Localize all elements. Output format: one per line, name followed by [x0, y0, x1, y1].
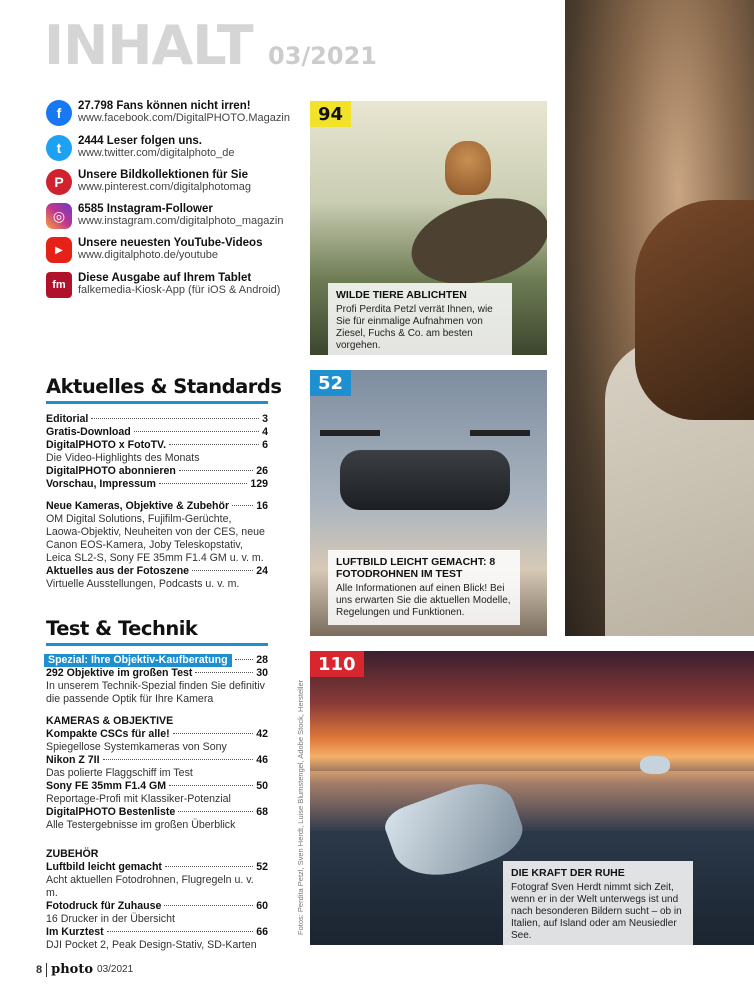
photo-credits [296, 679, 308, 935]
toc-test [46, 654, 268, 952]
entry-label: Gratis-Download [46, 426, 131, 438]
social-falkemedia[interactable] [46, 272, 296, 298]
drone-arm-left [320, 430, 380, 436]
feature-caption [328, 283, 512, 355]
page-number: 30 [256, 667, 268, 679]
page-number: 6 [262, 439, 268, 451]
water-reflection [310, 771, 754, 831]
entry-label: DigitalPHOTO x FotoTV. [46, 439, 167, 451]
social-line2[interactable]: www.digitalphoto.de/youtube [78, 249, 219, 261]
page-number: 66 [256, 926, 268, 938]
page-number: 60 [256, 900, 268, 912]
caption-text: Profi Perdita Petzl verrät Ihnen, wie Sie für einmalige Aufnahmen von Ziesel, Fuchs & Co. am besten vorgehen. [336, 304, 493, 351]
entry-label: 292 Objektive im großen Test [46, 667, 193, 679]
entry-description: Alle Testergebnisse im großen Überblick [46, 819, 236, 831]
section-heading-aktuelles: Aktuelles & Standards [46, 375, 282, 398]
page-footer [36, 962, 133, 977]
footer-divider [46, 963, 47, 977]
category-heading: KAMERAS & OBJEKTIVE [46, 715, 174, 727]
social-line1: Diese Ausgabe auf Ihrem Tablet [78, 272, 252, 284]
social-twitter[interactable] [46, 135, 296, 161]
entry-label: Aktuelles aus der Fotoszene [46, 565, 190, 577]
drone-illustration [340, 450, 510, 510]
entry-label: Fotodruck für Zuhause [46, 900, 162, 912]
issue-number: 03/2021 [268, 42, 377, 70]
entry-description: 16 Drucker in der Übersicht [46, 913, 175, 925]
entry-label: DigitalPHOTO Bestenliste [46, 806, 176, 818]
page-title: INHALT [44, 14, 253, 77]
entry-description: Das polierte Flaggschiff im Test [46, 767, 193, 779]
social-line2[interactable]: falkemedia-Kiosk-App (für iOS & Android) [78, 284, 281, 296]
entry-label: Luftbild leicht gemacht [46, 861, 162, 873]
social-line2[interactable]: www.pinterest.com/digitalphotomag [78, 181, 252, 193]
entry-label: Nikon Z 7II [46, 754, 100, 766]
page-badge: 94 [310, 101, 351, 127]
footer-issue: 03/2021 [97, 964, 134, 975]
toc-entry-bestenliste[interactable] [46, 806, 268, 819]
entry-description: Die Video-Highlights des Monats [46, 452, 200, 464]
section-heading-test: Test & Technik [46, 617, 198, 640]
drone-arm-right [470, 430, 530, 436]
toc-entry-gratis[interactable] [46, 426, 268, 439]
instagram-icon: ◎ [46, 203, 72, 229]
toc-entry-fototv[interactable] [46, 439, 268, 452]
page-badge: 110 [310, 651, 364, 677]
social-instagram[interactable] [46, 203, 296, 229]
toc-entry-sony[interactable] [46, 780, 268, 793]
entry-label: Sony FE 35mm F1.4 GM [46, 780, 167, 792]
page-number: 3 [262, 413, 268, 425]
page-number: 8 [36, 963, 43, 976]
toc-entry-spezial[interactable] [46, 654, 268, 667]
section-rule [46, 401, 268, 404]
toc-entry-fotodruck[interactable] [46, 900, 268, 913]
photo-credits-text: Fotos: Perdita Petzl, Sven Herdt, Luise Blumstengel, Adobe Stock, Hersteller [296, 679, 305, 935]
portrait-hair [635, 200, 754, 420]
category-heading: ZUBEHÖR [46, 848, 99, 860]
social-line2[interactable]: www.instagram.com/digitalphoto_magazin [78, 215, 284, 227]
toc-entry-abo[interactable] [46, 465, 268, 478]
toc-entry-neue[interactable] [46, 500, 268, 513]
entry-label: Kompakte CSCs für alle! [46, 728, 170, 740]
entry-description: Virtuelle Ausstellungen, Podcasts u. v. m. [46, 578, 240, 590]
page-badge: 52 [310, 370, 351, 396]
portrait-photo [565, 0, 754, 636]
entry-description: Acht aktuellen Fotodrohnen, Flugregeln u. v. m. [46, 874, 254, 899]
toc-entry-nikon[interactable] [46, 754, 268, 767]
page-number: 50 [256, 780, 268, 792]
feature-caption [503, 861, 693, 945]
toc-entry-objektive[interactable] [46, 667, 268, 680]
social-line2[interactable]: www.facebook.com/DigitalPHOTO.Magazin [78, 112, 290, 124]
hamster-illustration [445, 141, 491, 195]
caption-heading: WILDE TIERE ABLICHTEN [336, 289, 467, 301]
page-number: 4 [262, 426, 268, 438]
social-line1: 27.798 Fans können nicht irren! [78, 100, 251, 112]
entry-label: Vorschau, Impressum [46, 478, 156, 490]
entry-label-highlight: Spezial: Ihre Objektiv-Kaufberatung [44, 654, 232, 667]
social-line2[interactable]: www.twitter.com/digitalphoto_de [78, 147, 235, 159]
social-line1: Unsere neuesten YouTube-Videos [78, 237, 263, 249]
caption-text: Alle Informationen auf einen Blick! Bei uns erwarten Sie die aktuellen Modelle, Regelungen und Funktionen. [336, 583, 511, 618]
facebook-icon: f [46, 100, 72, 126]
social-youtube[interactable] [46, 237, 296, 263]
falkemedia-icon: fm [46, 272, 72, 298]
toc-entry-luftbild[interactable] [46, 861, 268, 874]
page-number: 16 [256, 500, 268, 512]
caption-heading: DIE KRAFT DER RUHE [511, 867, 625, 879]
toc-entry-kurztest[interactable] [46, 926, 268, 939]
entry-description: In unserem Technik-Spezial finden Sie definitiv die passende Optik für Ihre Kamera [46, 680, 265, 705]
small-ice-illustration [640, 756, 670, 774]
feature-landscape-photo[interactable] [310, 651, 754, 945]
page-number: 46 [256, 754, 268, 766]
entry-description: DJI Pocket 2, Peak Design-Stativ, SD-Karten [46, 939, 257, 951]
feature-caption [328, 550, 520, 625]
feature-drone-photo[interactable] [310, 370, 547, 636]
social-facebook[interactable] [46, 100, 296, 126]
page-number: 28 [256, 654, 268, 666]
caption-heading: LUFTBILD LEICHT GEMACHT: 8 FOTODROHNEN IM TEST [336, 556, 496, 580]
page-number: 129 [250, 478, 268, 490]
entry-label: Neue Kameras, Objektive & Zubehör [46, 500, 230, 512]
feature-wildlife-photo[interactable] [310, 101, 547, 355]
entry-description: OM Digital Solutions, Fujifilm-Gerüchte, Laowa-Objektiv, Neuheiten von der CES, neue Canon EOS-Kamera, Joby Teleskopstativ, Leica SL2-S, Sony FE 35mm F1.4 GM u. v. m. [46, 513, 265, 564]
entry-label: Im Kurztest [46, 926, 104, 938]
page-number: 42 [256, 728, 268, 740]
caption-text: Fotograf Sven Herdt nimmt sich Zeit, wenn er in der Welt unterwegs ist und nach besonderen Bildern sucht – ob in Italien, auf Island oder am Neusiedler See. [511, 882, 682, 941]
entry-label: Editorial [46, 413, 89, 425]
entry-description: Reportage-Profi mit Klassiker-Potenzial [46, 793, 231, 805]
social-pinterest[interactable] [46, 169, 296, 195]
brand-logo: photo [51, 962, 94, 977]
pinterest-icon: P [46, 169, 72, 195]
page-number: 26 [256, 465, 268, 477]
youtube-icon: ▶ [46, 237, 72, 263]
social-line1: 2444 Leser folgen uns. [78, 135, 202, 147]
page-number: 68 [256, 806, 268, 818]
page-number: 24 [256, 565, 268, 577]
toc-entry-fotoszene[interactable] [46, 565, 268, 578]
entry-description: Spiegellose Systemkameras von Sony [46, 741, 227, 753]
toc-entry-vorschau[interactable] [46, 478, 268, 491]
toc-entry-cscs[interactable] [46, 728, 268, 741]
rock-illustration [402, 184, 547, 298]
page-number: 52 [256, 861, 268, 873]
entry-label: DigitalPHOTO abonnieren [46, 465, 176, 477]
twitter-icon: t [46, 135, 72, 161]
toc-aktuelles [46, 413, 268, 591]
social-line1: 6585 Instagram-Follower [78, 203, 213, 215]
section-rule [46, 643, 268, 646]
social-line1: Unsere Bildkollektionen für Sie [78, 169, 248, 181]
toc-entry-editorial[interactable] [46, 413, 268, 426]
